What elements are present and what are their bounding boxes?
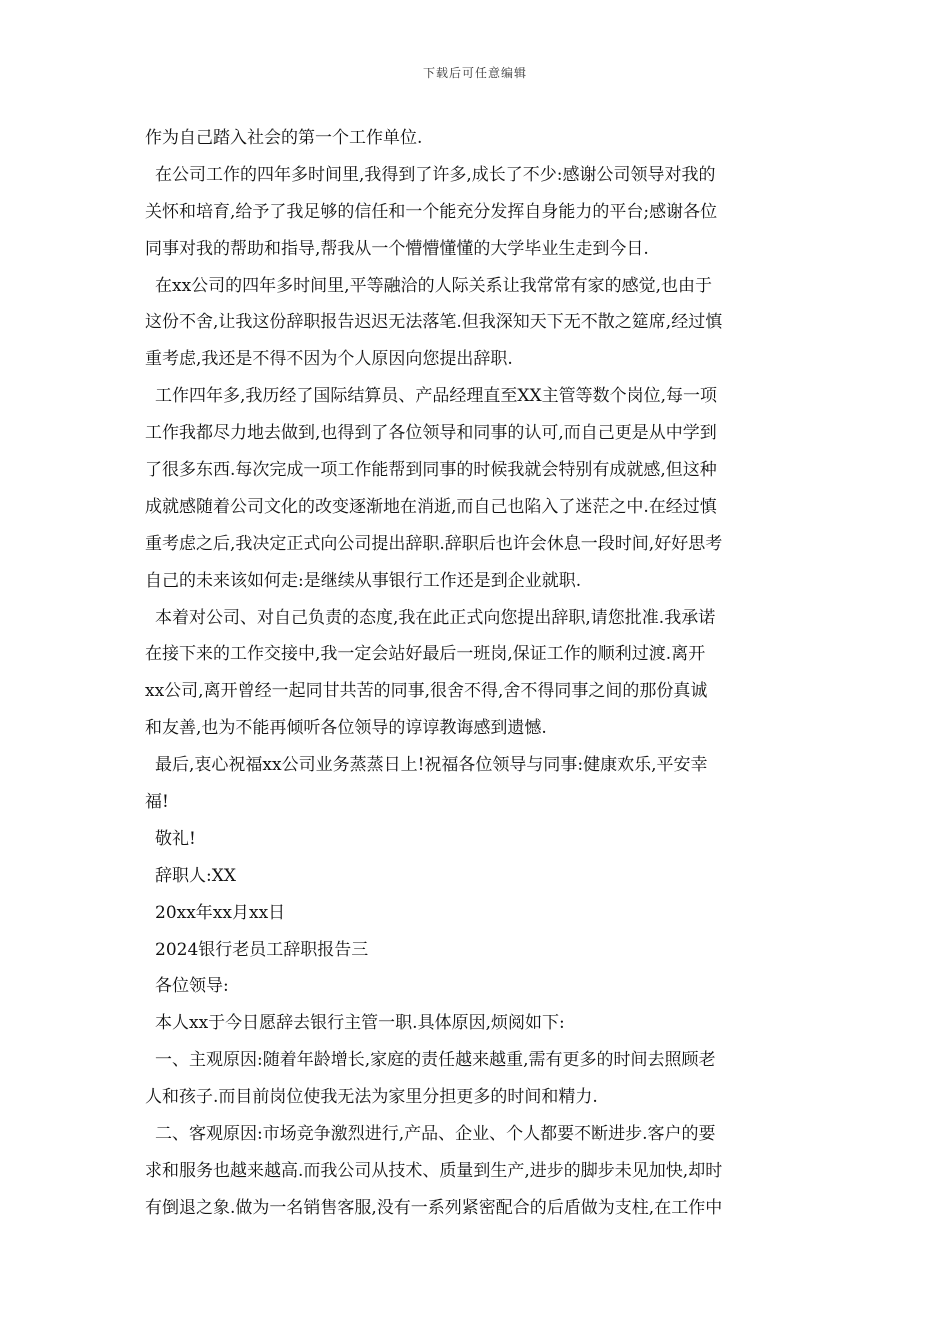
text-line: 本着对公司、对自己负责的态度,我在此正式向您提出辞职,请您批准.我承诺 <box>155 607 716 628</box>
text-line: 重考虑之后,我决定正式向公司提出辞职.辞职后也许会休息一段时间,好好思考 <box>145 533 723 554</box>
text-line: 在xx公司的四年多时间里,平等融洽的人际关系让我常常有家的感觉,也由于 <box>155 275 712 296</box>
text-line: 了很多东西.每次完成一项工作能帮到同事的时候我就会特别有成就感,但这种 <box>145 460 717 481</box>
text-line: 一、主观原因:随着年龄增长,家庭的责任越来越重,需有更多的时间去照顾老 <box>155 1050 716 1071</box>
text-line: 2024银行老员工辞职报告三 <box>155 939 369 960</box>
text-line: 有倒退之象.做为一名销售客服,没有一系列紧密配合的后盾做为支柱,在工作中 <box>145 1197 723 1218</box>
document-body <box>145 120 810 1227</box>
text-line: 这份不舍,让我这份辞职报告迟迟无法落笔.但我深知天下无不散之筵席,经过慎 <box>145 312 723 333</box>
text-line: 在接下来的工作交接中,我一定会站好最后一班岗,保证工作的顺利过渡.离开 <box>145 644 706 665</box>
text-line: 关怀和培育,给予了我足够的信任和一个能充分发挥自身能力的平台;感谢各位 <box>145 201 718 222</box>
text-line: 和友善,也为不能再倾听各位领导的谆谆教诲感到遗憾. <box>145 718 547 739</box>
text-line: 求和服务也越来越高.而我公司从技术、质量到生产,进步的脚步未见加快,却时 <box>145 1160 723 1181</box>
text-line: 敬礼! <box>155 828 196 849</box>
text-line: 重考虑,我还是不得不因为个人原因向您提出辞职. <box>145 349 513 370</box>
text-line: xx公司,离开曾经一起同甘共苦的同事,很舍不得,舍不得同事之间的那份真诚 <box>145 681 708 702</box>
text-line: 工作四年多,我历经了国际结算员、产品经理直至XX主管等数个岗位,每一项 <box>155 386 718 407</box>
text-line: 自己的未来该如何走:是继续从事银行工作还是到企业就职. <box>145 570 582 591</box>
text-line: 在公司工作的四年多时间里,我得到了许多,成长了不少:感谢公司领导对我的 <box>155 164 716 185</box>
text-line: 本人xx于今日愿辞去银行主管一职.具体原因,烦阅如下: <box>155 1013 565 1034</box>
text-line: 20xx年xx月xx日 <box>155 902 286 923</box>
text-line: 成就感随着公司文化的改变逐渐地在消逝,而自己也陷入了迷茫之中.在经过慎 <box>145 496 717 517</box>
text-line: 工作我都尽力地去做到,也得到了各位领导和同事的认可,而自己更是从中学到 <box>145 423 717 444</box>
text-line: 福! <box>145 792 169 813</box>
text-line: 辞职人:XX <box>155 865 236 886</box>
page-header-note: 下载后可任意编辑 <box>422 66 527 80</box>
text-line: 各位领导: <box>155 976 229 997</box>
text-line: 二、客观原因:市场竞争激烈进行,产品、企业、个人都要不断进步.客户的要 <box>155 1124 716 1145</box>
text-line: 人和孩子.而目前岗位使我无法为家里分担更多的时间和精力. <box>145 1087 598 1108</box>
text-line: 同事对我的帮助和指导,帮我从一个懵懵懂懂的大学毕业生走到今日. <box>145 238 649 259</box>
text-line: 作为自己踏入社会的第一个工作单位. <box>145 128 423 148</box>
text-line: 最后,衷心祝福xx公司业务蒸蒸日上!祝福各位领导与同事:健康欢乐,平安幸 <box>155 755 708 776</box>
